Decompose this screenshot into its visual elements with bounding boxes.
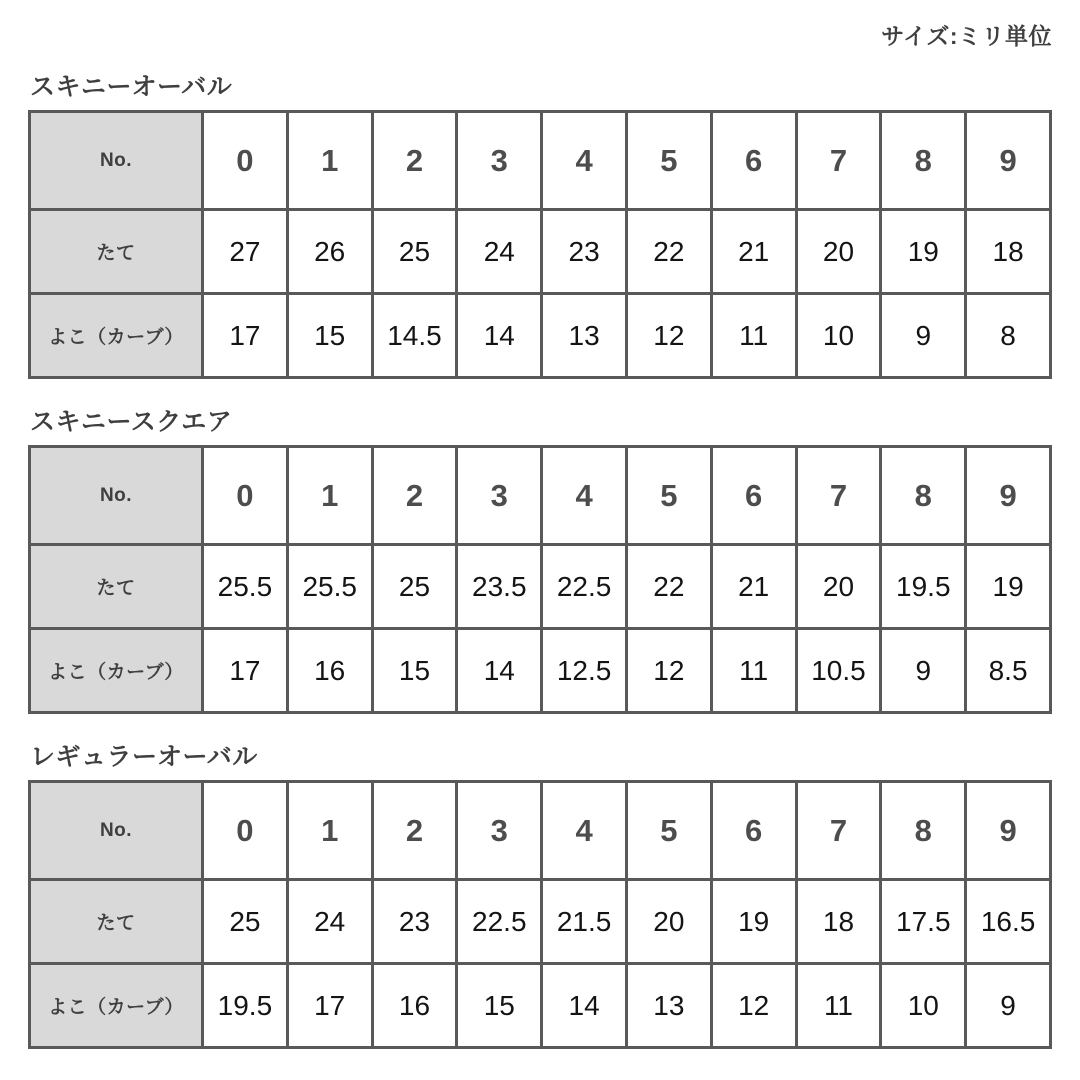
size-value-cell: 15 xyxy=(287,294,372,378)
size-value-cell: 9 xyxy=(881,629,966,713)
row-label: たて xyxy=(30,210,203,294)
size-number-cell: 8 xyxy=(881,782,966,880)
size-value-cell: 25 xyxy=(372,545,457,629)
size-value-cell: 20 xyxy=(626,880,711,964)
table-title: スキニーオーバル xyxy=(30,73,233,101)
size-value-cell: 8.5 xyxy=(966,629,1051,713)
size-number-cell: 0 xyxy=(203,782,288,880)
size-table-section xyxy=(28,405,1052,714)
size-value-cell: 27 xyxy=(203,210,288,294)
size-number-cell: 2 xyxy=(372,447,457,545)
size-value-cell: 22.5 xyxy=(457,880,542,964)
size-number-cell: 9 xyxy=(966,112,1051,210)
size-value-cell: 26 xyxy=(287,210,372,294)
size-value-cell: 16.5 xyxy=(966,880,1051,964)
size-unit-note: サイズ:ミリ単位 xyxy=(881,23,1052,49)
size-value-cell: 22 xyxy=(626,210,711,294)
size-number-cell: 2 xyxy=(372,112,457,210)
size-number-cell: 7 xyxy=(796,447,881,545)
row-label: No. xyxy=(30,447,203,545)
size-number-cell: 1 xyxy=(287,447,372,545)
size-number-cell: 8 xyxy=(881,447,966,545)
size-value-cell: 18 xyxy=(796,880,881,964)
size-value-cell: 24 xyxy=(287,880,372,964)
row-label: たて xyxy=(30,880,203,964)
size-table-section xyxy=(28,70,1052,379)
size-value-cell: 17 xyxy=(203,629,288,713)
size-number-cell: 5 xyxy=(626,447,711,545)
size-value-cell: 25.5 xyxy=(203,545,288,629)
size-value-cell: 24 xyxy=(457,210,542,294)
size-value-cell: 12 xyxy=(626,294,711,378)
size-value-cell: 17 xyxy=(203,294,288,378)
size-number-cell: 5 xyxy=(626,782,711,880)
size-number-cell: 3 xyxy=(457,112,542,210)
size-value-cell: 14 xyxy=(457,629,542,713)
size-value-cell: 11 xyxy=(796,964,881,1048)
size-value-cell: 19 xyxy=(966,545,1051,629)
size-value-cell: 12.5 xyxy=(542,629,627,713)
size-value-cell: 11 xyxy=(711,629,796,713)
size-value-cell: 10 xyxy=(881,964,966,1048)
size-value-cell: 23 xyxy=(542,210,627,294)
size-number-cell: 3 xyxy=(457,447,542,545)
size-value-cell: 19.5 xyxy=(881,545,966,629)
size-number-cell: 9 xyxy=(966,782,1051,880)
size-value-cell: 10.5 xyxy=(796,629,881,713)
size-value-cell: 25 xyxy=(372,210,457,294)
size-value-cell: 15 xyxy=(457,964,542,1048)
size-number-cell: 6 xyxy=(711,447,796,545)
size-value-cell: 25 xyxy=(203,880,288,964)
size-value-cell: 12 xyxy=(711,964,796,1048)
table-row xyxy=(30,964,1051,1048)
size-value-cell: 21.5 xyxy=(542,880,627,964)
size-value-cell: 14 xyxy=(457,294,542,378)
table-title: レギュラーオーバル xyxy=(30,743,258,771)
size-number-cell: 0 xyxy=(203,447,288,545)
row-label: たて xyxy=(30,545,203,629)
size-value-cell: 17.5 xyxy=(881,880,966,964)
size-value-cell: 12 xyxy=(626,629,711,713)
row-label: よこ（カーブ） xyxy=(30,629,203,713)
size-number-cell: 8 xyxy=(881,112,966,210)
size-value-cell: 21 xyxy=(711,210,796,294)
size-number-cell: 6 xyxy=(711,112,796,210)
size-value-cell: 20 xyxy=(796,210,881,294)
size-value-cell: 10 xyxy=(796,294,881,378)
size-number-cell: 4 xyxy=(542,447,627,545)
size-value-cell: 20 xyxy=(796,545,881,629)
size-number-cell: 1 xyxy=(287,782,372,880)
size-value-cell: 9 xyxy=(881,294,966,378)
size-table xyxy=(28,780,1052,1049)
table-row xyxy=(30,880,1051,964)
size-number-cell: 4 xyxy=(542,112,627,210)
size-value-cell: 18 xyxy=(966,210,1051,294)
table-row xyxy=(30,210,1051,294)
size-value-cell: 22.5 xyxy=(542,545,627,629)
size-value-cell: 11 xyxy=(711,294,796,378)
size-number-cell: 5 xyxy=(626,112,711,210)
size-value-cell: 19.5 xyxy=(203,964,288,1048)
size-number-cell: 9 xyxy=(966,447,1051,545)
row-label: よこ（カーブ） xyxy=(30,294,203,378)
size-number-cell: 2 xyxy=(372,782,457,880)
size-number-cell: 7 xyxy=(796,782,881,880)
size-number-cell: 4 xyxy=(542,782,627,880)
size-value-cell: 14.5 xyxy=(372,294,457,378)
size-table-section xyxy=(28,740,1052,1049)
size-table xyxy=(28,445,1052,714)
size-value-cell: 16 xyxy=(372,964,457,1048)
table-row xyxy=(30,447,1051,545)
size-number-cell: 6 xyxy=(711,782,796,880)
size-table xyxy=(28,110,1052,379)
size-value-cell: 23.5 xyxy=(457,545,542,629)
size-number-cell: 1 xyxy=(287,112,372,210)
size-value-cell: 17 xyxy=(287,964,372,1048)
table-row xyxy=(30,629,1051,713)
size-value-cell: 15 xyxy=(372,629,457,713)
table-row xyxy=(30,112,1051,210)
size-value-cell: 13 xyxy=(626,964,711,1048)
size-value-cell: 21 xyxy=(711,545,796,629)
row-label: よこ（カーブ） xyxy=(30,964,203,1048)
size-number-cell: 7 xyxy=(796,112,881,210)
size-number-cell: 0 xyxy=(203,112,288,210)
row-label: No. xyxy=(30,782,203,880)
size-value-cell: 23 xyxy=(372,880,457,964)
size-value-cell: 8 xyxy=(966,294,1051,378)
size-value-cell: 19 xyxy=(711,880,796,964)
row-label: No. xyxy=(30,112,203,210)
table-row xyxy=(30,294,1051,378)
size-value-cell: 25.5 xyxy=(287,545,372,629)
table-row xyxy=(30,545,1051,629)
size-number-cell: 3 xyxy=(457,782,542,880)
size-value-cell: 19 xyxy=(881,210,966,294)
size-value-cell: 9 xyxy=(966,964,1051,1048)
table-row xyxy=(30,782,1051,880)
size-value-cell: 13 xyxy=(542,294,627,378)
size-value-cell: 14 xyxy=(542,964,627,1048)
table-title: スキニースクエア xyxy=(30,408,233,436)
size-value-cell: 22 xyxy=(626,545,711,629)
size-value-cell: 16 xyxy=(287,629,372,713)
